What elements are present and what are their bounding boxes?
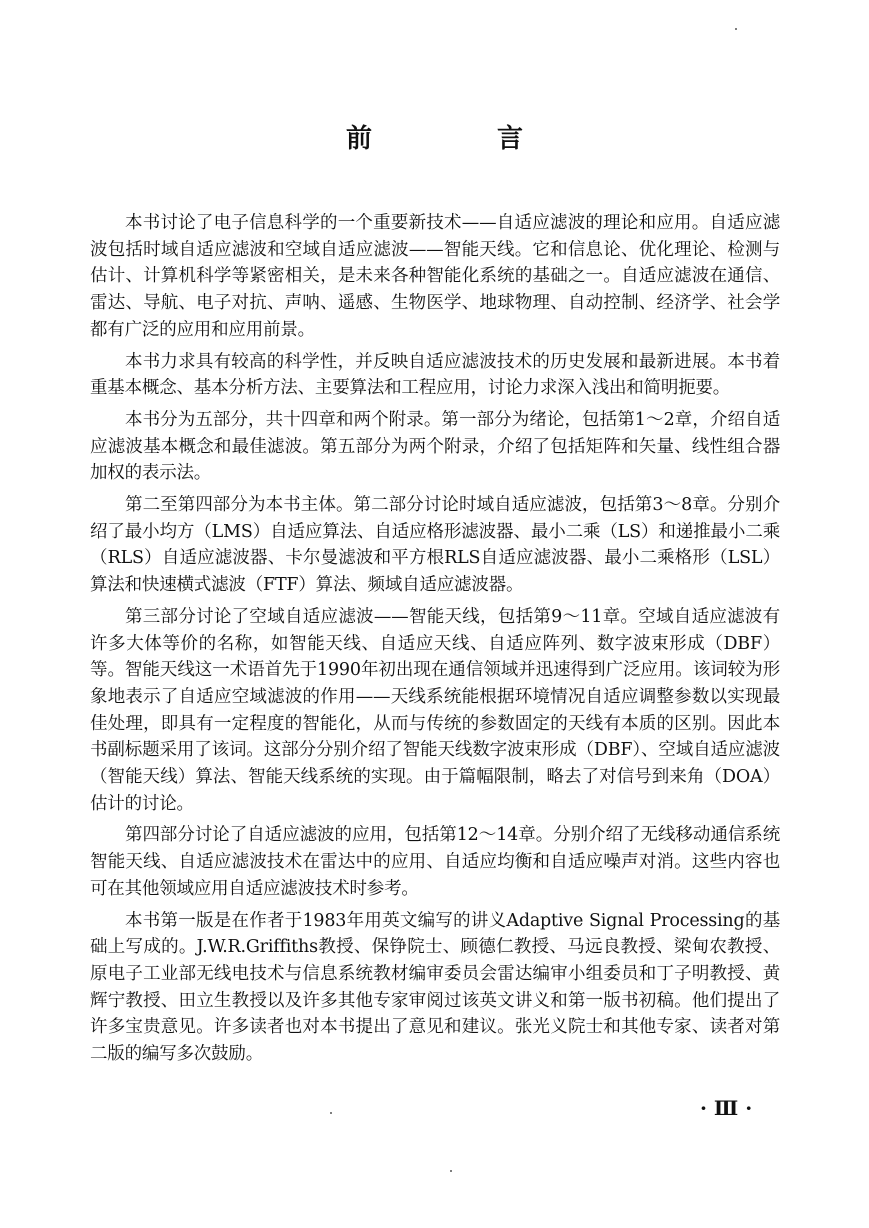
scan-speck [735,28,737,30]
scan-speck [330,1112,332,1114]
preface-body [90,210,780,1073]
paragraph-7: 本书第一版是在作者于1983年用英文编写的讲义Adaptive Signal Processing的基础上写成的。J.W.R.Griffiths教授、保铮院士、顾德仁教授、马远良教授、梁甸农教授、原电子工业部无线电技术与信息系统教材编审委员会雷达编审小组委员和丁子明教授、黄辉宁教授、田立生教授以及许多其他专家审阅过该英文讲义和第一版书初稿。他们提出了许多宝贵意见。许多读者也对本书提出了意见和建议。张光义院士和其他专家、读者对第二版的编写多次鼓励。 [90,910,780,1065]
paragraph-5: 第三部分讨论了空域自适应滤波——智能天线，包括第9～11章。空域自适应滤波有许多大体等价的名称，如智能天线、自适应天线、自适应阵列、数字波束形成（DBF）等。智能天线这一术语首先于1990年初出现在通信领域并迅速得到广泛应用。该词较为形象地表示了自适应空域滤波的作用——天线系统能根据环境情况自适应调整参数以实现最佳处理，即具有一定程度的智能化，从而与传统的参数固定的天线有本质的区别。因此本书副标题采用了该词。这部分分别介绍了智能天线数字波束形成（DBF）、空域自适应滤波（智能天线）算法、智能天线系统的实现。由于篇幅限制，略去了对信号到来角（DOA）估计的讨论。 [90,606,780,814]
paragraph-2: 本书力求具有较高的科学性，并反映自适应滤波技术的历史发展和最新进展。本书着重基本概念、基本分析方法、主要算法和工程应用，讨论力求深入浅出和简明扼要。 [90,351,780,399]
page-title: 前 言 [345,124,582,154]
scan-speck [450,1170,452,1172]
paragraph-6: 第四部分讨论了自适应滤波的应用，包括第12～14章。分别介绍了无线移动通信系统智能天线、自适应滤波技术在雷达中的应用、自适应均衡和自适应噪声对消。这些内容也可在其他领域应用自适应滤波技术时参考。 [90,825,780,899]
paragraph-3: 本书分为五部分，共十四章和两个附录。第一部分为绪论，包括第1～2章，介绍自适应滤波基本概念和最佳滤波。第五部分为两个附录，介绍了包括矩阵和矢量、线性组合器加权的表示法。 [90,409,780,484]
paragraph-1: 本书讨论了电子信息科学的一个重要新技术——自适应滤波的理论和应用。自适应滤波包括时域自适应滤波和空域自适应滤波——智能天线。它和信息论、优化理论、检测与估计、计算机科学等紧密相关，是未来各种智能化系统的基础之一。自适应滤波在通信、雷达、导航、电子对抗、声呐、遥感、生物医学、地球物理、自动控制、经济学、社会学都有广泛的应用和应用前景。 [90,213,780,340]
page-number: · Ⅲ · [700,1096,753,1120]
paragraph-4: 第二至第四部分为本书主体。第二部分讨论时域自适应滤波，包括第3～8章。分别介绍了最小均方（LMS）自适应算法、自适应格形滤波器、最小二乘（LS）和递推最小二乘（RLS）自适应滤波器、卡尔曼滤波和平方根RLS自适应滤波器、最小二乘格形（LSL）算法和快速横式滤波（FTF）算法、频域自适应滤波器。 [90,495,780,596]
